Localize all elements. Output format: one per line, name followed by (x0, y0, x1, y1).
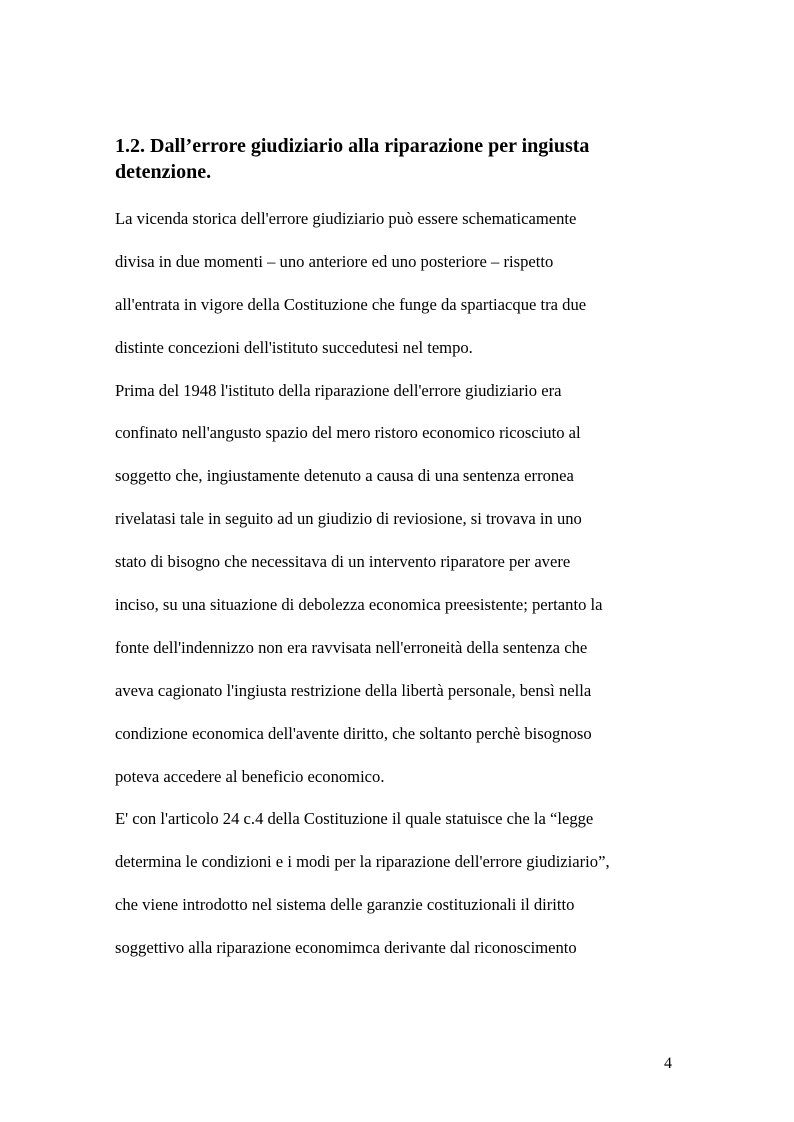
text-line: aveva cagionato l'ingiusta restrizione della libertà personale, bensì nella (115, 680, 592, 700)
text-line: che viene introdotto nel sistema delle garanzie costituzionali il diritto (115, 895, 575, 915)
text-line: inciso, su una situazione di debolezza economica preesistente; pertanto la (115, 595, 603, 615)
text-line: rivelatasi tale in seguito ad un giudizio di reviosione, si trovava in uno (115, 509, 582, 529)
text-line: soggetto che, ingiustamente detenuto a causa di una sentenza erronea (115, 466, 574, 486)
text-line: fonte dell'indennizzo non era ravvisata nell'erroneità della sentenza che (115, 637, 588, 657)
text-line: E' con l'articolo 24 c.4 della Costituzione il quale statuisce che la “legge (115, 809, 594, 829)
text-line: all'entrata in vigore della Costituzione che funge da spartiacque tra due (115, 294, 587, 314)
text-line: determina le condizioni e i modi per la riparazione dell'errore giudiziario”, (115, 852, 610, 872)
text-line: soggettivo alla riparazione economimca derivante dal riconoscimento (115, 938, 577, 958)
text-line: Prima del 1948 l'istituto della riparazione dell'errore giudiziario era (115, 380, 562, 400)
text-line: condizione economica dell'avente diritto, che soltanto perchè bisognoso (115, 723, 592, 743)
page-number: 4 (664, 1055, 672, 1072)
text-line: stato di bisogno che necessitava di un intervento riparatore per avere (115, 552, 571, 572)
section-heading (115, 133, 675, 185)
section-heading-line-1: 1.2. Dall’errore giudiziario alla riparazione per ingiusta (115, 135, 590, 157)
section-heading-line-2: detenzione. (115, 161, 212, 183)
text-line: poteva accedere al beneficio economico. (115, 766, 385, 786)
text-line: La vicenda storica dell'errore giudiziario può essere schematicamente (115, 209, 577, 228)
text-line: divisa in due momenti – uno anteriore ed uno posteriore – rispetto (115, 251, 554, 271)
text-line: distinte concezioni dell'istituto succedutesi nel tempo. (115, 337, 473, 357)
body-text (115, 198, 695, 970)
text-line: confinato nell'angusto spazio del mero ristoro economico ricosciuto al (115, 423, 581, 443)
